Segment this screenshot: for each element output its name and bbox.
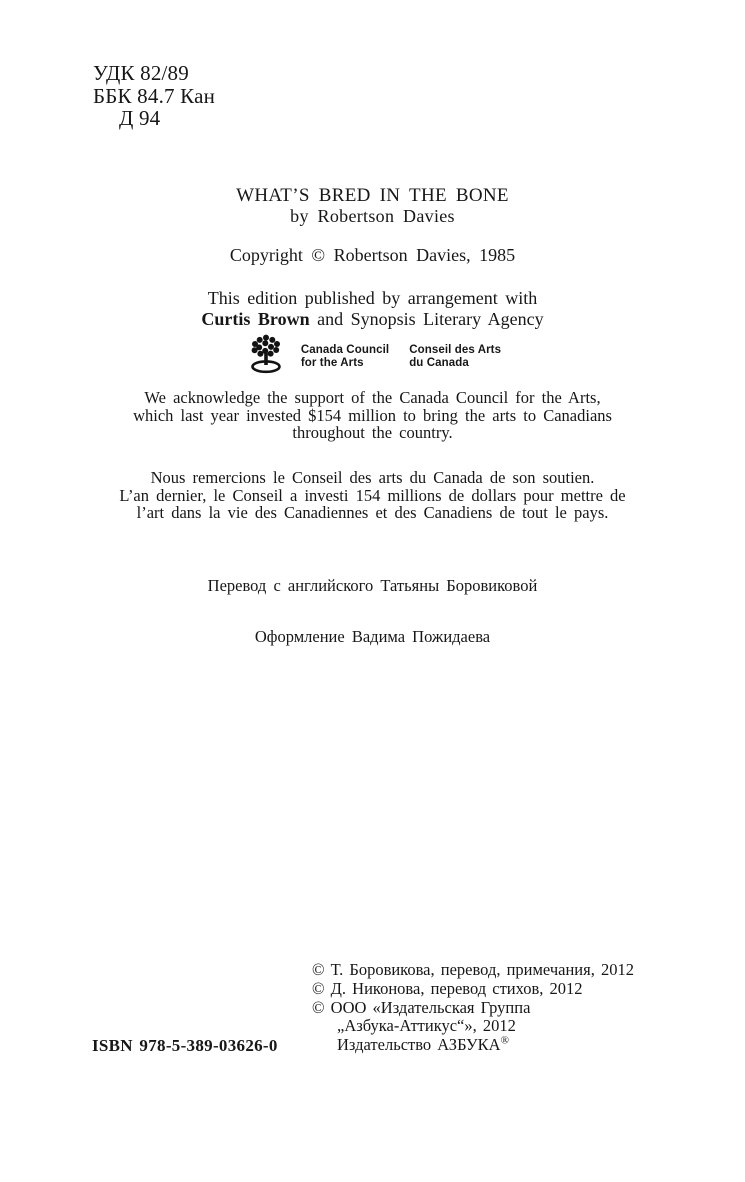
ack-fr-line1: Nous remercions le Conseil des arts du Canada de son soutien. [150, 468, 595, 487]
publisher-imprint-line [312, 1036, 634, 1055]
logo-fr-line1: Conseil des Arts [409, 343, 502, 356]
copyright-notices-block [312, 961, 634, 1055]
copyright-notice-publisher-group-line2: „Азбука-Аттикус“», 2012 [337, 1016, 516, 1036]
book-title: WHAT’S BRED IN THE BONE [236, 185, 509, 206]
isbn-number: ISBN 978-5-389-03626-0 [92, 1036, 278, 1055]
registered-trademark-mark: ® [500, 1034, 509, 1047]
design-credit: Оформление Вадима Пожидаева [254, 627, 491, 646]
ack-en-line1: We acknowledge the support of the Canada Council for the Arts, [144, 388, 601, 407]
original-title-block [0, 185, 745, 227]
copyright-notice-verse: © Д. Никонова, перевод стихов, 2012 [312, 978, 583, 998]
ack-en-line3: throughout the country. [292, 423, 453, 442]
copyright-notice-publisher-group: © ООО «Издательская Группа [312, 997, 531, 1017]
author-copyright-line: Copyright © Robertson Davies, 1985 [229, 245, 516, 265]
edition-note-line2 [0, 309, 745, 330]
edition-note-line2-rest: and Synopsis Literary Agency [309, 308, 544, 329]
canada-council-logo-text-en [301, 344, 389, 370]
canada-council-logo-text [301, 344, 501, 370]
edition-note-line1: This edition published by arrangement with [207, 288, 538, 308]
udk-code: УДК 82/89 [93, 61, 189, 85]
copyright-notice-translator: © Т. Боровикова, перевод, примечания, 2012 [312, 960, 634, 979]
bbk-code: ББК 84.7 Кан [93, 83, 216, 108]
canada-council-logo-text-fr [409, 344, 501, 370]
logo-fr-line2: du Canada [409, 356, 469, 369]
logo-en-line1: Canada Council [300, 343, 390, 356]
translation-credit: Перевод с английского Татьяны Боровиковой [207, 576, 538, 595]
catalog-codes-block [93, 62, 215, 130]
canada-council-logo [0, 333, 745, 380]
ack-en-line2: which last year invested $154 million to bring the arts to Canadians [133, 405, 612, 425]
agency-name-bold: Curtis Brown [201, 308, 310, 329]
ack-fr-line2: L’an dernier, le Conseil a investi 154 millions de dollars pour mettre de [119, 485, 626, 505]
author-sign-code: Д 94 [119, 106, 161, 130]
acknowledgement-english [0, 389, 745, 442]
book-author-byline: by Robertson Davies [290, 206, 455, 226]
canada-council-tree-icon [244, 333, 288, 380]
edition-note [0, 288, 745, 329]
publisher-name: Издательство АЗБУКА [337, 1035, 501, 1055]
acknowledgement-french [0, 469, 745, 522]
logo-en-line2: for the Arts [300, 356, 364, 369]
ack-fr-line3: l’art dans la vie des Canadiennes et des Canadiens de tout le pays. [136, 503, 609, 522]
